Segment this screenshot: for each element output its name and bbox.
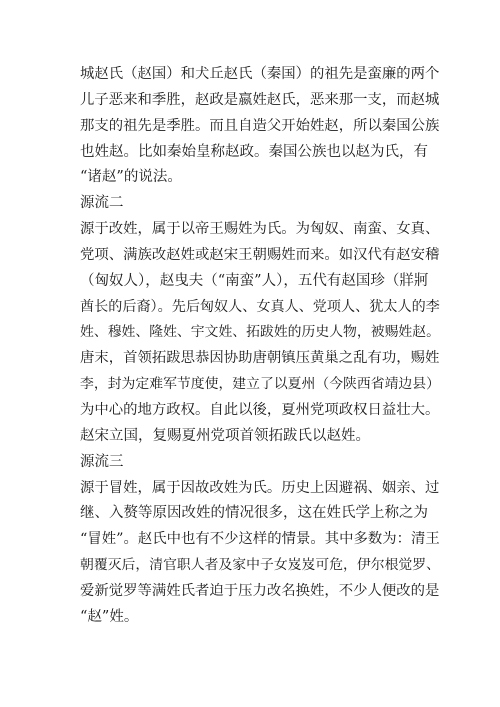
text-line: 朝覆灭后，清官职人者及家中子女岌岌可危，伊尔根觉罗、 <box>80 557 440 574</box>
text-line: 源于改姓，属于以帝王赐姓为氏。为匈奴、南蛮、女真、 <box>80 221 440 238</box>
text-line: （匈奴人），赵曳夫（“南蛮”人），五代有赵国珍（牂牁 <box>80 272 429 289</box>
text-line: 那支的祖先是季胜。而且自造父开始姓赵，所以秦国公族 <box>80 117 440 134</box>
text-line: 党项、满族改赵姓或赵宋王朝赐姓而来。如汉代有赵安稽 <box>80 246 440 263</box>
text-line: “冒姓”。赵氏中也有不少这样的情景。其中多数为：清王 <box>80 531 440 548</box>
text-line: 为中心的地方政权。自此以後，夏州党项政权日益壮大。 <box>80 401 440 418</box>
text-line: “诸赵”的说法。 <box>80 169 182 186</box>
text-line: 也姓赵。比如秦始皇称赵政。秦国公族也以赵为氏，有 <box>80 143 428 160</box>
text-line: 爱新觉罗等满姓氏者迫于压力改名换姓，不少人便改的是 <box>80 582 440 599</box>
text-line: “赵”姓。 <box>80 608 139 625</box>
text-line: 李，封为定难军节度使，建立了以夏州（今陕西省靖边县） <box>80 376 440 393</box>
section-heading: 源流三 <box>80 453 124 470</box>
text-line: 源于冒姓，属于因故改姓为氏。历史上因避祸、姻亲、过 <box>80 479 440 496</box>
text-line: 姓、穆姓、隆姓、宇文姓、拓跋姓的历史人物，被赐姓赵。 <box>80 324 440 341</box>
text-line: 赵宋立国，复赐夏州党项首领拓跋氏以赵姓。 <box>80 427 370 444</box>
section-heading: 源流二 <box>80 195 124 212</box>
text-line: 儿子恶来和季胜，赵政是嬴姓赵氏，恶来那一支，而赵城 <box>80 91 440 108</box>
text-line: 唐末，首领拓跋思恭因协助唐朝镇压黄巢之乱有功，赐姓 <box>80 350 440 367</box>
text-line: 继、入赘等原因改姓的情况很多，这在姓氏学上称之为 <box>80 505 428 522</box>
document-body <box>80 62 440 631</box>
text-line: 酋长的后裔）。先后匈奴人、女真人、党项人、犹太人的李 <box>80 298 440 315</box>
text-line: 城赵氏（赵国）和犬丘赵氏（秦国）的祖先是蛮廉的两个 <box>80 66 440 82</box>
